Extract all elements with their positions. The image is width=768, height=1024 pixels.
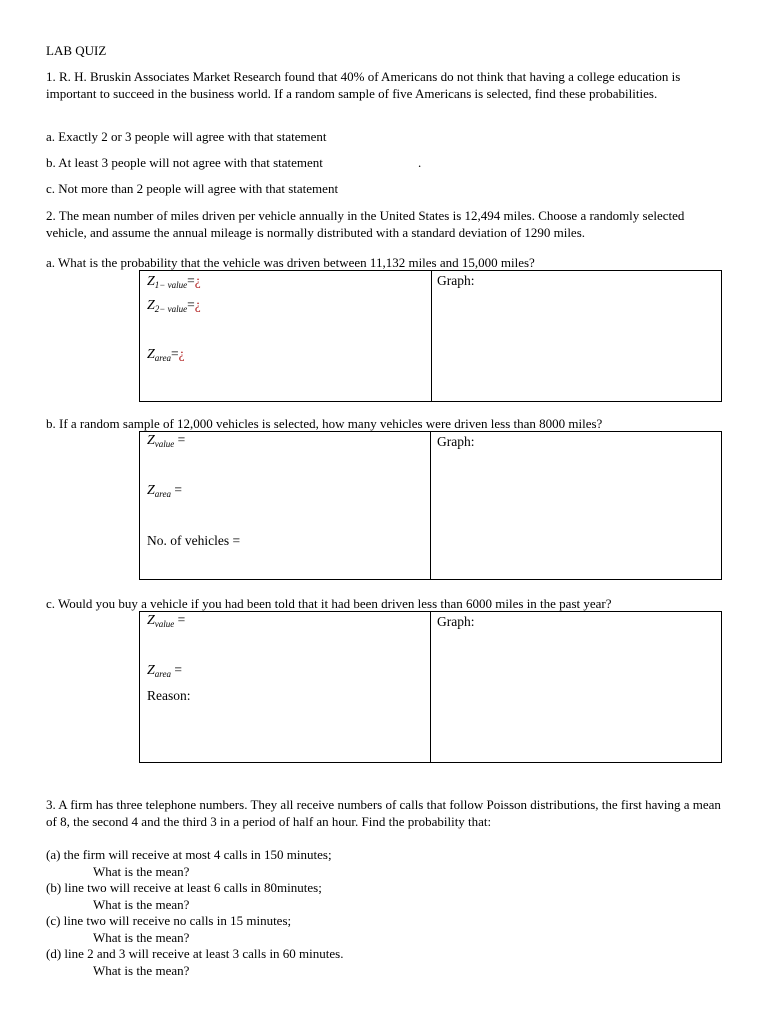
q2a-question: a. What is the probability that the vehicle was driven between 11,132 miles and 15,000 miles? xyxy=(46,255,535,270)
q3-item-b: (b) line two will receive at least 6 calls in 80minutes; xyxy=(46,880,322,895)
q1-a: a. Exactly 2 or 3 people will agree with that statement xyxy=(46,129,327,144)
q2b-question: b. If a random sample of 12,000 vehicles is selected, how many vehicles were driven less than 8000 miles? xyxy=(46,416,603,431)
q2b-vehicles-line: No. of vehicles = xyxy=(147,533,241,548)
page-title: LAB QUIZ xyxy=(46,43,107,58)
q1-text: 1. R. H. Bruskin Associates Market Research found that 40% of Americans do not think that having a college education is important to succeed in the business world. If a random sample of five Americans is selected, find these probabilities. xyxy=(46,69,681,101)
q2b-graph-label: Graph: xyxy=(437,434,475,449)
q3-item-a: (a) the firm will receive at most 4 calls in 150 minutes; xyxy=(46,847,332,862)
q3-list xyxy=(46,847,726,979)
q2a-z1-line: $Z_{1- value}=¿$ xyxy=(147,273,201,290)
q3-item-c-mean: What is the mean? xyxy=(93,929,190,945)
q2c-zvalue-line: $Z_{value}$ = xyxy=(147,612,186,629)
q2c-answer-box xyxy=(139,611,722,763)
q1-c: c. Not more than 2 people will agree with that statement xyxy=(46,181,339,196)
q3-text: 3. A firm has three telephone numbers. They all receive numbers of calls that follow Poisson distributions, the first having a mean of 8, the second 4 and the third 3 in a period of half an hour. Find the probability that: xyxy=(46,797,721,829)
q2c-graph-label: Graph: xyxy=(437,614,475,629)
q2a-zarea-line: $Z_{area}=¿$ xyxy=(147,346,185,363)
q2b-answer-box xyxy=(139,431,722,580)
q3-item-d: (d) line 2 and 3 will receive at least 3 calls in 60 minutes. xyxy=(46,946,344,961)
q2c-reason-line: Reason: xyxy=(147,688,191,703)
q2a-z2-line: $Z_{2- value}=¿$ xyxy=(147,297,201,314)
q2-text: 2. The mean number of miles driven per vehicle annually in the United States is 12,494 miles. Choose a randomly selected vehicle, and assume the annual mileage is normally distributed with a standard deviation of 1290 miles. xyxy=(46,208,685,240)
q2c-divider xyxy=(430,612,431,762)
q1-b: b. At least 3 people will not agree with that statement xyxy=(46,155,323,170)
q2b-zvalue-line: $Z_{value}$ = xyxy=(147,432,186,449)
q2a-divider xyxy=(431,271,432,401)
q3-item-b-mean: What is the mean? xyxy=(93,896,190,912)
q2a-graph-label: Graph: xyxy=(437,273,475,288)
q2b-divider xyxy=(430,432,431,579)
q2c-question: c. Would you buy a vehicle if you had been told that it had been driven less than 6000 miles in the past year? xyxy=(46,596,612,611)
q2b-zarea-line: $Z_{area}$ = xyxy=(147,482,182,499)
q3-item-a-mean: What is the mean? xyxy=(93,863,190,879)
q3-item-d-mean: What is the mean? xyxy=(93,962,190,978)
q2c-zarea-line: $Z_{area}$ = xyxy=(147,662,182,679)
q3-item-c: (c) line two will receive no calls in 15 minutes; xyxy=(46,913,292,928)
q2a-answer-box xyxy=(139,270,722,402)
q1-b-dot: . xyxy=(418,155,422,170)
